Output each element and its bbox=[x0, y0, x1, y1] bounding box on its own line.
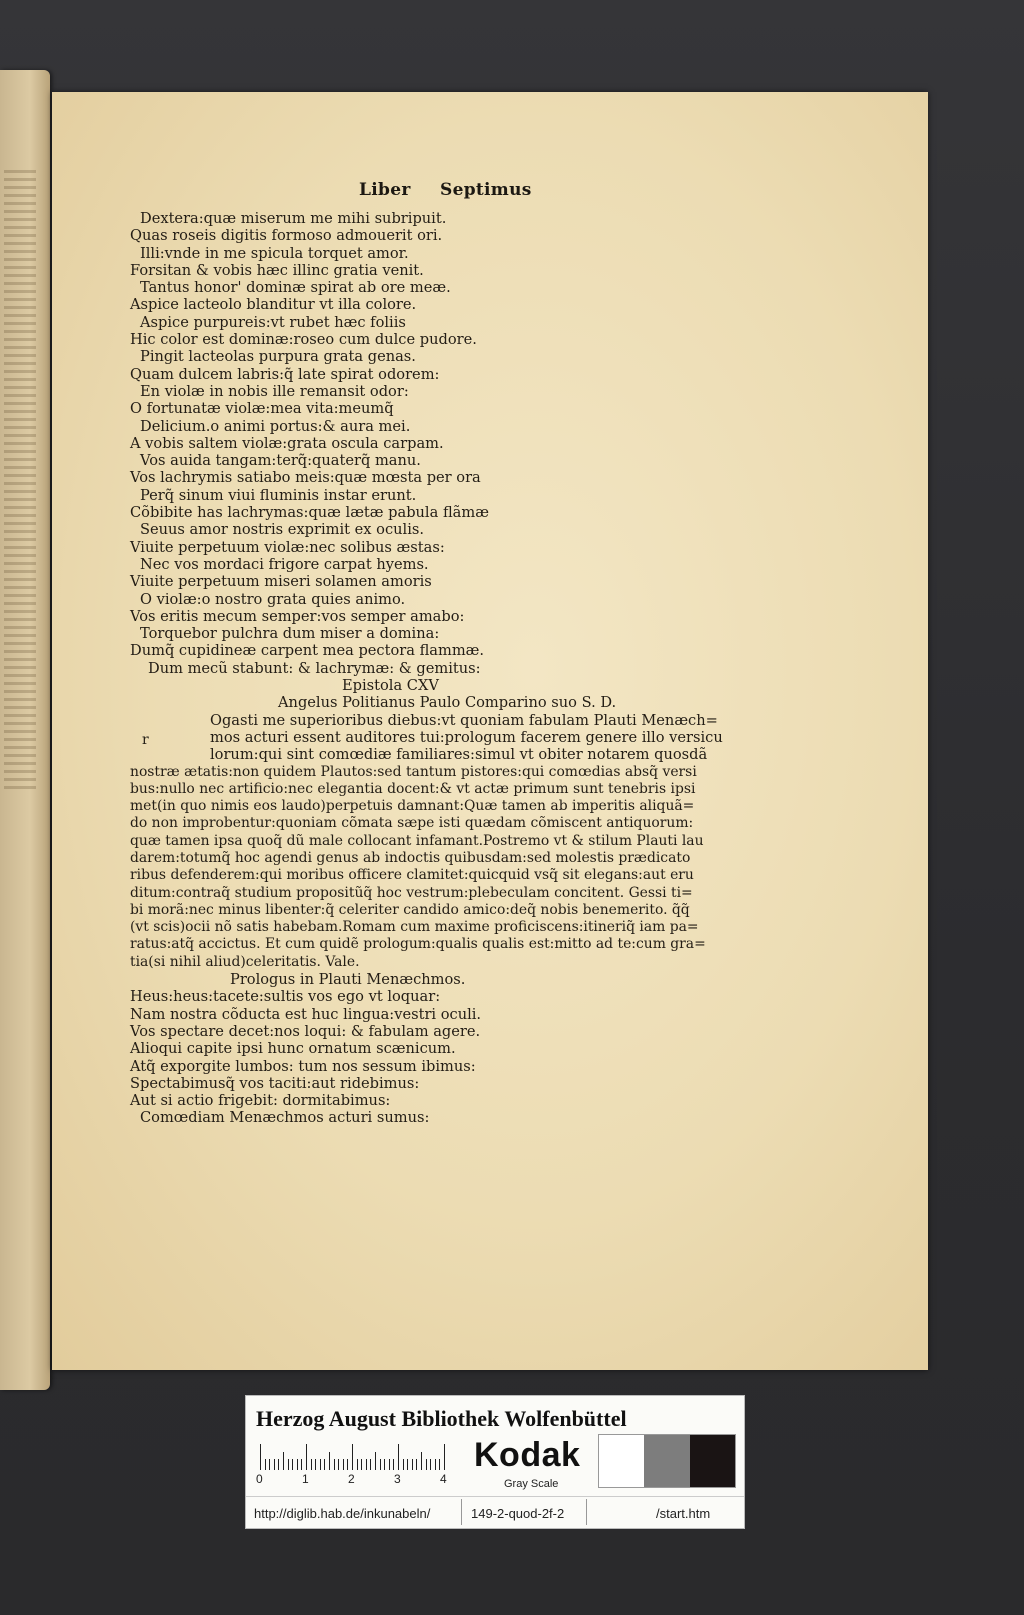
scale-ruler bbox=[260, 1442, 464, 1470]
url-end: /start.htm bbox=[656, 1506, 711, 1521]
prologue-line: Nam nostra cõducta est huc lingua:vestri oculi. bbox=[130, 1005, 482, 1023]
prologue bbox=[130, 988, 770, 1126]
poem-line: Viuite perpetuum violæ:nec solibus æstas: bbox=[130, 538, 445, 556]
url-row bbox=[246, 1496, 744, 1529]
poem bbox=[130, 210, 770, 677]
ruler-tick bbox=[278, 1459, 279, 1470]
running-header-left: Liber bbox=[359, 180, 411, 200]
ruler-tick bbox=[306, 1444, 307, 1470]
prologue-line: Comœdiam Menæchmos acturi sumus: bbox=[140, 1109, 430, 1127]
ruler-tick bbox=[426, 1459, 427, 1470]
prologue-line: Atq̃ exporgite lumbos: tum nos sessum ibimus: bbox=[130, 1057, 476, 1075]
prologue-line: Spectabimusq̃ vos taciti:aut ridebimus: bbox=[130, 1074, 420, 1092]
poem-line: Cõbibite has lachrymas:quæ lætæ pabula flãmæ bbox=[130, 504, 489, 522]
letter-line: met(in quo nimis eos laudo)perpetuis damnant:Quæ tamen ab imperitis aliquã= bbox=[130, 798, 695, 815]
letter-line: bi morã:nec minus libenter:q̃ celeriter candido amico:deq̃ nobis benemerito. q̃q̃ bbox=[130, 901, 690, 918]
shelfmark: 149-2-quod-2f-2 bbox=[471, 1506, 565, 1521]
ruler-tick bbox=[421, 1452, 422, 1470]
poem-line: Aspice purpureis:vt rubet hæc foliis bbox=[140, 313, 406, 331]
facing-page-edge bbox=[0, 70, 50, 1390]
poem-line: Perq̃ sinum viui fluminis instar erunt. bbox=[140, 486, 417, 504]
letter-line: ratus:atq̃ accictus. Et cum quidẽ prologum:qualis qualis est:mitto ad te:cum gra= bbox=[130, 936, 706, 953]
prologue-line: Heus:heus:tacete:sultis vos ego vt loquar: bbox=[130, 988, 441, 1006]
ruler-tick bbox=[393, 1459, 394, 1470]
ruler-tick bbox=[384, 1459, 385, 1470]
swatch-gray bbox=[644, 1435, 689, 1487]
letter-line: nostræ ætatis:non quidem Plautos:sed tantum pistores:qui comœdias absq̃ versi bbox=[130, 763, 697, 780]
ruler-tick bbox=[412, 1459, 413, 1470]
letter-line: do non improbentur:quoniam cõmata sæpe isti quædam cõmiscent antiquorum: bbox=[130, 815, 694, 832]
divider bbox=[586, 1499, 587, 1525]
poem-line: Vos auida tangam:terq̃:quaterq̃ manu. bbox=[140, 452, 421, 470]
url-base: http://diglib.hab.de/inkunabeln/ bbox=[254, 1506, 431, 1521]
ruler-tick bbox=[370, 1459, 371, 1470]
letter-line: Ogasti me superioribus diebus:vt quoniam fabulam Plauti Menæch= bbox=[210, 711, 718, 729]
margin-letter: r bbox=[142, 732, 149, 748]
poem-line: Torquebor pulchra dum miser a domina: bbox=[140, 625, 440, 643]
poem-line: Forsitan & vobis hæc illinc gratia venit. bbox=[130, 261, 424, 279]
reference-card bbox=[245, 1395, 745, 1529]
poem-line: Illi:vnde in me spicula torquet amor. bbox=[140, 244, 409, 262]
poem-line: Vos lachrymis satiabo meis:quæ mœsta per ora bbox=[130, 469, 481, 487]
ruler-tick bbox=[265, 1459, 266, 1470]
letter-line: quæ tamen ipsa quoq̃ dũ male collocant infamant.Postremo vt & stilum Plauti lau bbox=[130, 832, 704, 849]
ruler-tick bbox=[439, 1459, 440, 1470]
letter-line: lorum:qui sint comœdiæ familiares:simul vt obiter notarem quosdã bbox=[210, 746, 708, 764]
letter bbox=[130, 712, 770, 971]
ruler-tick bbox=[357, 1459, 358, 1470]
letter-line: tia(si nihil aliud)celeritatis. Vale. bbox=[130, 953, 360, 970]
letter-line: bus:nullo nec artificio:nec elegantia docent:& vt actæ primum sunt tenebris ipsi bbox=[130, 780, 696, 797]
ruler-tick bbox=[338, 1459, 339, 1470]
poem-line: Dextera:quæ miserum me mihi subripuit. bbox=[140, 210, 447, 227]
ruler-tick bbox=[352, 1444, 353, 1470]
swatch-black bbox=[690, 1435, 735, 1487]
ruler-tick bbox=[324, 1459, 325, 1470]
poem-line: Tantus honor' dominæ spirat ab ore meæ. bbox=[140, 279, 451, 297]
ruler-tick bbox=[320, 1459, 321, 1470]
ruler-tick bbox=[334, 1459, 335, 1470]
letter-line: mos acturi essent auditores tui:prologum facerem genere illo versicu bbox=[210, 728, 723, 746]
poem-line: En violæ in nobis ille remansit odor: bbox=[140, 382, 409, 400]
ruler-tick bbox=[375, 1452, 376, 1470]
ruler-number: 0 bbox=[256, 1472, 263, 1486]
ruler-tick bbox=[407, 1459, 408, 1470]
ruler-tick bbox=[288, 1459, 289, 1470]
ruler-tick bbox=[315, 1459, 316, 1470]
letter-line: (vt scis)ocii nõ satis habebam.Romam cum maxime proficiscens:itineriq̃ iam pa= bbox=[130, 919, 699, 936]
poem-line: Quam dulcem labris:q̃ late spirat odorem: bbox=[130, 365, 440, 383]
prologue-line: Alioqui capite ipsi hunc ornatum scænicum. bbox=[130, 1040, 456, 1058]
prologue-line: Aut si actio frigebit: dormitabimus: bbox=[130, 1092, 391, 1110]
book-page bbox=[52, 92, 928, 1370]
ruler-tick bbox=[366, 1459, 367, 1470]
ruler-tick bbox=[297, 1459, 298, 1470]
ruler-tick bbox=[301, 1459, 302, 1470]
letter-line: darem:totumq̃ hoc agendi genus ab indoctis quibusdam:sed molestis prædicato bbox=[130, 849, 691, 866]
ruler-number: 3 bbox=[394, 1472, 401, 1486]
ruler-tick bbox=[311, 1459, 312, 1470]
letter-line: ribus defenderem:qui moribus officere clamitet:quicquid vsq̃ sit elegans:aut eru bbox=[130, 867, 694, 884]
poem-line: Dum mecũ stabunt: & lachrymæ: & gemitus: bbox=[148, 659, 481, 677]
poem-line: Vos eritis mecum semper:vos semper amabo: bbox=[130, 607, 465, 625]
ruler-tick bbox=[269, 1459, 270, 1470]
epistola-heading: Epistola CXV bbox=[342, 677, 439, 695]
text-block bbox=[130, 210, 770, 1127]
ruler-tick bbox=[361, 1459, 362, 1470]
letter-line: ditum:contraq̃ studium propositũq̃ hoc vestrum:plebeculam concitent. Gessi ti= bbox=[130, 884, 693, 901]
poem-line: Seuus amor nostris exprimit ex oculis. bbox=[140, 521, 425, 539]
poem-line: O violæ:o nostro grata quies animo. bbox=[140, 590, 406, 608]
swatch-white bbox=[599, 1435, 644, 1487]
kodak-logo: Kodak bbox=[474, 1436, 581, 1474]
ruler-tick bbox=[398, 1444, 399, 1470]
ruler-tick bbox=[260, 1444, 261, 1470]
poem-line: Dumq̃ cupidineæ carpent mea pectora flammæ. bbox=[130, 642, 485, 660]
epistola-address: Angelus Politianus Paulo Comparino suo S. D. bbox=[278, 694, 617, 712]
poem-line: Pingit lacteolas purpura grata genas. bbox=[140, 348, 416, 366]
ruler-tick bbox=[380, 1459, 381, 1470]
divider bbox=[461, 1499, 462, 1525]
prologue-title: Prologus in Plauti Menæchmos. bbox=[230, 971, 466, 989]
poem-line: O fortunatæ violæ:mea vita:meumq̃ bbox=[130, 400, 394, 418]
ruler-tick bbox=[389, 1459, 390, 1470]
ruler-tick bbox=[274, 1459, 275, 1470]
ruler-tick bbox=[292, 1459, 293, 1470]
ruler-tick bbox=[343, 1459, 344, 1470]
ruler-number: 2 bbox=[348, 1472, 355, 1486]
ruler-tick bbox=[430, 1459, 431, 1470]
ruler-tick bbox=[283, 1452, 284, 1470]
gray-scale-label: Gray Scale bbox=[504, 1478, 559, 1490]
ruler-tick bbox=[347, 1459, 348, 1470]
ruler-tick bbox=[435, 1459, 436, 1470]
ruler-tick bbox=[403, 1459, 404, 1470]
ruler-tick bbox=[416, 1459, 417, 1470]
poem-line: Hic color est dominæ:roseo cum dulce pudore. bbox=[130, 331, 477, 349]
poem-line: A vobis saltem violæ:grata oscula carpam. bbox=[130, 434, 444, 452]
poem-line: Delicium.o animi portus:& aura mei. bbox=[140, 417, 411, 435]
ruler-tick bbox=[329, 1452, 330, 1470]
poem-line: Aspice lacteolo blanditur vt illa colore. bbox=[130, 296, 417, 314]
poem-line: Viuite perpetuum miseri solamen amoris bbox=[130, 573, 432, 591]
poem-line: Quas roseis digitis formoso admouerit ori. bbox=[130, 227, 443, 245]
gray-scale-swatches bbox=[598, 1434, 736, 1488]
ruler-number: 1 bbox=[302, 1472, 309, 1486]
ruler-tick bbox=[444, 1444, 445, 1470]
running-header-right: Septimus bbox=[440, 180, 532, 200]
library-name: Herzog August Bibliothek Wolfenbüttel bbox=[256, 1406, 627, 1431]
poem-line: Nec vos mordaci frigore carpat hyems. bbox=[140, 555, 429, 573]
prologue-line: Vos spectare decet:nos loqui: & fabulam agere. bbox=[130, 1022, 481, 1040]
ruler-number: 4 bbox=[440, 1472, 447, 1486]
